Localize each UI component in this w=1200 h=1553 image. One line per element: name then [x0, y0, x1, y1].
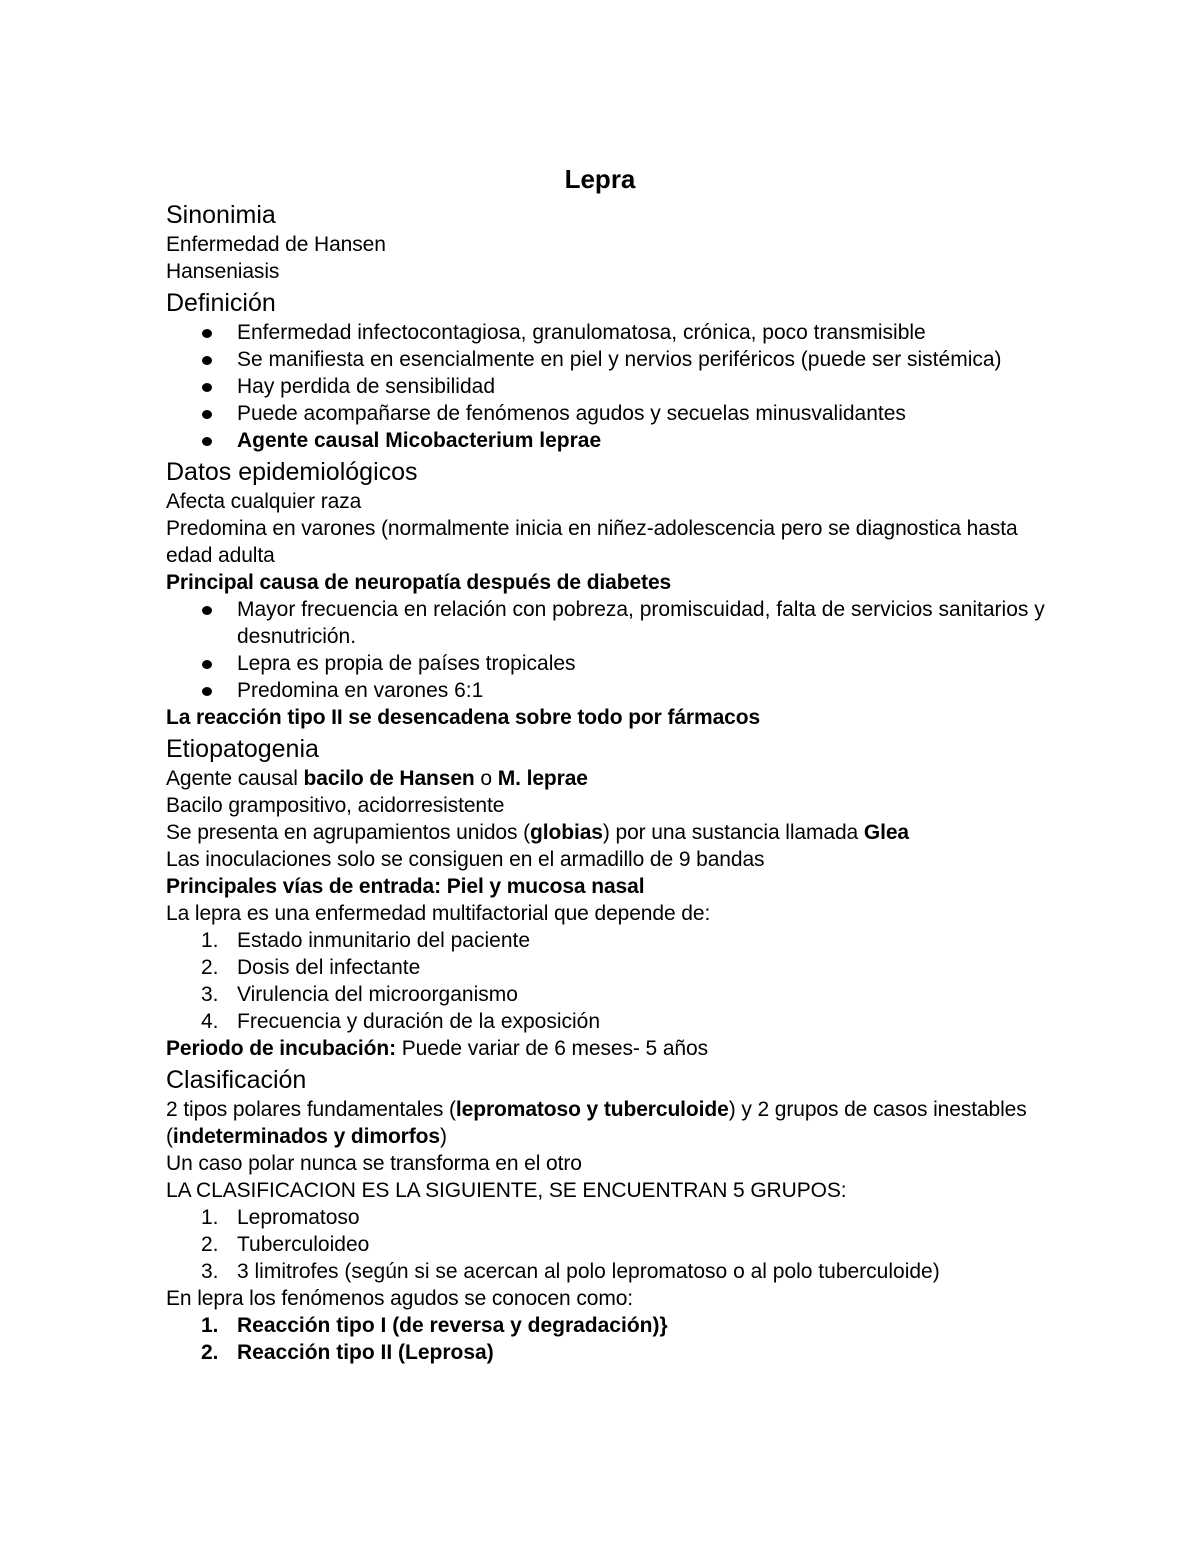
bullet-icon [202, 660, 212, 669]
agente-line: Agente causal bacilo de Hansen o M. leprae [166, 767, 588, 790]
epidemiologia-list [166, 596, 1046, 704]
incubacion-line: Periodo de incubación: Puede variar de 6 meses- 5 años [166, 1037, 708, 1060]
list-item: Lepra es propia de países tropicales [166, 650, 1046, 677]
list-item: Se manifiesta en esencialmente en piel y nervios periféricos (puede ser sistémica) [166, 346, 1046, 373]
document-content [166, 162, 1046, 1366]
grupos-line: LA CLASIFICACION ES LA SIGUIENTE, SE ENCUENTRAN 5 GRUPOS: [166, 1179, 847, 1202]
vias-line: Principales vías de entrada: Piel y mucosa nasal [166, 875, 645, 898]
bullet-icon [202, 687, 212, 696]
list-item: Puede acompañarse de fenómenos agudos y secuelas minusvalidantes [166, 400, 1046, 427]
list-item: Hay perdida de sensibilidad [166, 373, 1046, 400]
list-item: 2. Dosis del infectante [201, 956, 421, 979]
heading-sinonimia: Sinonimia [166, 201, 276, 229]
clasificacion-list [166, 1204, 1046, 1285]
sinonimia-line: Enfermedad de Hansen [166, 233, 386, 256]
bullet-icon [202, 410, 212, 419]
document-title: Lepra [564, 164, 636, 194]
sinonimia-line: Hanseniasis [166, 260, 280, 283]
heading-etiopatogenia: Etiopatogenia [166, 735, 319, 763]
list-item: 3. 3 limitrofes (según si se acercan al polo lepromatoso o al polo tuberculoide) [201, 1260, 940, 1283]
epidemiologia-line: Afecta cualquier raza [166, 490, 362, 513]
list-item: 2. Tuberculoideo [201, 1233, 370, 1256]
inoculaciones-line: Las inoculaciones solo se consiguen en el armadillo de 9 bandas [166, 848, 765, 871]
bullet-icon [202, 606, 212, 615]
factores-list [166, 927, 1046, 1035]
list-item: 1. Lepromatoso [201, 1206, 360, 1229]
presenta-line: Se presenta en agrupamientos unidos (globias) por una sustancia llamada Glea [166, 821, 910, 844]
bullet-icon [202, 437, 212, 446]
heading-clasificacion: Clasificación [166, 1066, 307, 1094]
heading-epidemiologia: Datos epidemiológicos [166, 458, 418, 486]
list-item: 1. Reacción tipo I (de reversa y degradación)} [201, 1314, 668, 1337]
list-item: Agente causal Micobacterium leprae [166, 427, 1046, 454]
epidemiologia-bold-line: Principal causa de neuropatía después de diabetes [166, 571, 672, 594]
bacilo-line: Bacilo grampositivo, acidorresistente [166, 794, 505, 817]
polar-line: Un caso polar nunca se transforma en el otro [166, 1152, 582, 1175]
list-item: Predomina en varones 6:1 [166, 677, 1046, 704]
tipos-polares-line: 2 tipos polares fundamentales (lepromatoso y tuberculoide) y 2 grupos de casos inestables (indeterminados y dimorfos) [166, 1098, 1027, 1148]
epidemiologia-bold-line: La reacción tipo II se desencadena sobre todo por fármacos [166, 706, 761, 729]
multifactorial-line: La lepra es una enfermedad multifactorial que depende de: [166, 902, 711, 925]
bullet-icon [202, 329, 212, 338]
bullet-icon [202, 383, 212, 392]
heading-definicion: Definición [166, 289, 276, 317]
list-item: 2. Reacción tipo II (Leprosa) [201, 1341, 494, 1364]
reacciones-list [166, 1312, 1046, 1366]
bullet-icon [202, 356, 212, 365]
list-item: 3. Virulencia del microorganismo [201, 983, 518, 1006]
list-item: 4. Frecuencia y duración de la exposición [201, 1010, 601, 1033]
list-item: Enfermedad infectocontagiosa, granulomatosa, crónica, poco transmisible [166, 319, 1046, 346]
epidemiologia-line: Predomina en varones (normalmente inicia en niñez-adolescencia pero se diagnostica hasta edad adulta [166, 517, 1018, 567]
list-item: 1. Estado inmunitario del paciente [201, 929, 531, 952]
list-item: Mayor frecuencia en relación con pobreza, promiscuidad, falta de servicios sanitarios y desnutrición. [166, 596, 1046, 650]
definicion-list [166, 319, 1046, 454]
agudos-line: En lepra los fenómenos agudos se conocen como: [166, 1287, 634, 1310]
